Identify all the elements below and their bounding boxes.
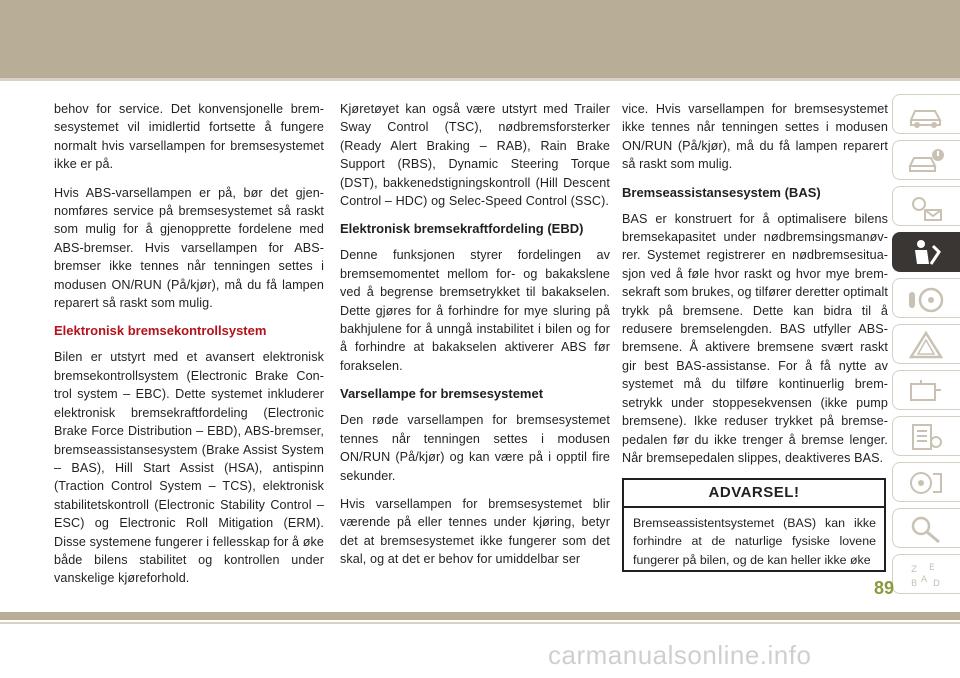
section-heading: Elektronisk bremsekraftfordeling (EBD) (340, 221, 584, 237)
tab-index[interactable] (892, 554, 960, 594)
svg-text:Z: Z (911, 565, 918, 575)
warning-title: ADVARSEL! (624, 480, 884, 508)
paragraph: Denne funksjonen styrer fordelingen av bremsemomentet mellom for- og bakakslene ved å begrense bremsetrykket til bakakselen. Dette gjøres for å forhindre for mye sluring på bakhjulene for å unngå instabilitet i bilen og for å forhindre at bakakselen aktiverer ABS før forakselen. (340, 248, 610, 373)
watermark: carmanualsonline.info (548, 640, 812, 670)
tab-multimedia[interactable] (892, 462, 960, 502)
footer-band (0, 612, 960, 620)
paragraph: Den røde varsellampen for bremsesystemet tennes når tenningen settes i modusen ON/RUN (På/kjør) og kan være på i opptil fire sekunder. (340, 413, 610, 483)
tab-emergency[interactable] (892, 324, 960, 364)
multimedia-icon (907, 468, 945, 498)
warning-box (622, 478, 886, 572)
column-left (54, 100, 324, 598)
paragraph: Kjøretøyet kan også være utstyrt med Trailer Sway Control (TSC), nødbremsforsterker (Ready Alert Braking – RAB), Rain Brake Support (RBS), Dynamic Steering Torque (DST), bakkenedstigningskontroll (Hill Descent Control – HDC) og Selec-Speed Control (SSC). (340, 102, 610, 209)
lights-messages-icon (907, 192, 945, 222)
paragraph: BAS er konstruert for å optimalisere bilens bremsekapasitet under nødbremsingsmanøvrer. Systemet registrerer en nødbremsesituasjon ved å føle hvor raskt og hvor mye bremsekraft som brukes, og tilfører deretter optimalt trykk på bremsene. Dette kan bidra til å redusere bremselengden. BAS utfyller ABS-bremsene. Å aktivere bremsene svært raskt gir best BAS-assistanse. For å få nytte av systemet må du tilføre kontinuerlig bremsetrykk under stoppesekvensen (ikke pump bremsene). Ikke reduser trykket på bremsepedalen før du ikke trenger å bremse lenger. Når bremsepedalen slippes, deaktiveres BAS. (622, 211, 888, 465)
svg-text:E: E (929, 563, 935, 573)
safety-seat-icon (907, 238, 945, 268)
search-icon (907, 514, 945, 544)
specifications-icon (907, 422, 945, 452)
index-icon (907, 560, 945, 590)
car-warning-icon (907, 146, 945, 176)
tab-starting-driving[interactable] (892, 278, 960, 318)
svg-text:A: A (921, 575, 928, 585)
paragraph: Hvis ABS-varsellampen er på, bør det gjennomføres service på bremsesystemet så raskt som mulig for å gjenopprette fordelene med ABS-bremser. Hvis varsellampen for ABS-bremser ikke tennes når tenningen settes i modusen ON/RUN (På/kjør), må du få lampen reparert så raskt som mulig. (54, 185, 324, 311)
section-heading: Bremseassistansesystem (BAS) (622, 184, 821, 200)
tab-search[interactable] (892, 508, 960, 548)
header-stripe (0, 78, 960, 81)
section-heading: Varsellampe for bremsesystemet (340, 386, 544, 402)
chapter-tabs (892, 94, 960, 600)
column-middle (340, 100, 610, 579)
paragraph: vice. Hvis varsellampen for bremsesystemet ikke tennes når tenningen settes i modusen ON/RUN (På/kjør), må du få lampen reparert så raskt som mulig. (622, 102, 888, 172)
tab-service[interactable] (892, 370, 960, 410)
service-maintenance-icon (907, 376, 945, 406)
car-info-icon (907, 100, 945, 130)
emergency-triangle-icon (907, 330, 945, 360)
starting-driving-icon (907, 284, 945, 314)
svg-text:D: D (933, 579, 940, 589)
tab-car-warning[interactable] (892, 140, 960, 180)
paragraph: Hvis varsellampen for bremsesystemet blir værende på eller tennes under kjøring, betyr det at bremsesystemet ikke fungerer som det skal, og at det er behov for umiddelbar ser (340, 496, 610, 567)
page-number: 89 (873, 578, 894, 598)
svg-text:B: B (911, 579, 918, 589)
tab-lights-messages[interactable] (892, 186, 960, 226)
column-right (622, 100, 888, 477)
tab-car-info[interactable] (892, 94, 960, 134)
header-band (0, 0, 960, 78)
warning-body: Bremseassistentsystemet (BAS) kan ikke forhindre at de naturlige fysiske lovene fungerer på bilen, og de kan heller ikke øke (633, 516, 876, 567)
section-heading: Elektronisk bremsekontrollsystem (54, 323, 267, 339)
paragraph: behov for service. Det konvensjonelle bremsesystemet vil imidlertid fortsette å fungere normalt hvis varsellampen for bremsesystemet ikke er på. (54, 102, 324, 172)
footer-stripe (0, 622, 960, 624)
paragraph: Bilen er utstyrt med et avansert elektronisk bremsekontrollsystem (Electronic Brake Control system – EBC). Dette systemet inkluderer elektronisk bremsekraftfordeling (Electronic Brake Force Distribution – EBD), ABS-bremser, bremseassistansesystem (Brake Assist System – BAS), Hill Start Assist (HSA), antispinn (Traction Control System – TCS), elektronisk stabilitetskontroll (Electronic Stability Control – ESC) og Electronic Roll Mitigation (ERM). Disse systemene fungerer i fellesskap for å øke både bilens stabilitet og kontrollen under vanskelige kjøreforhold. (54, 350, 324, 586)
tab-safety[interactable] (892, 232, 960, 272)
tab-specifications[interactable] (892, 416, 960, 456)
